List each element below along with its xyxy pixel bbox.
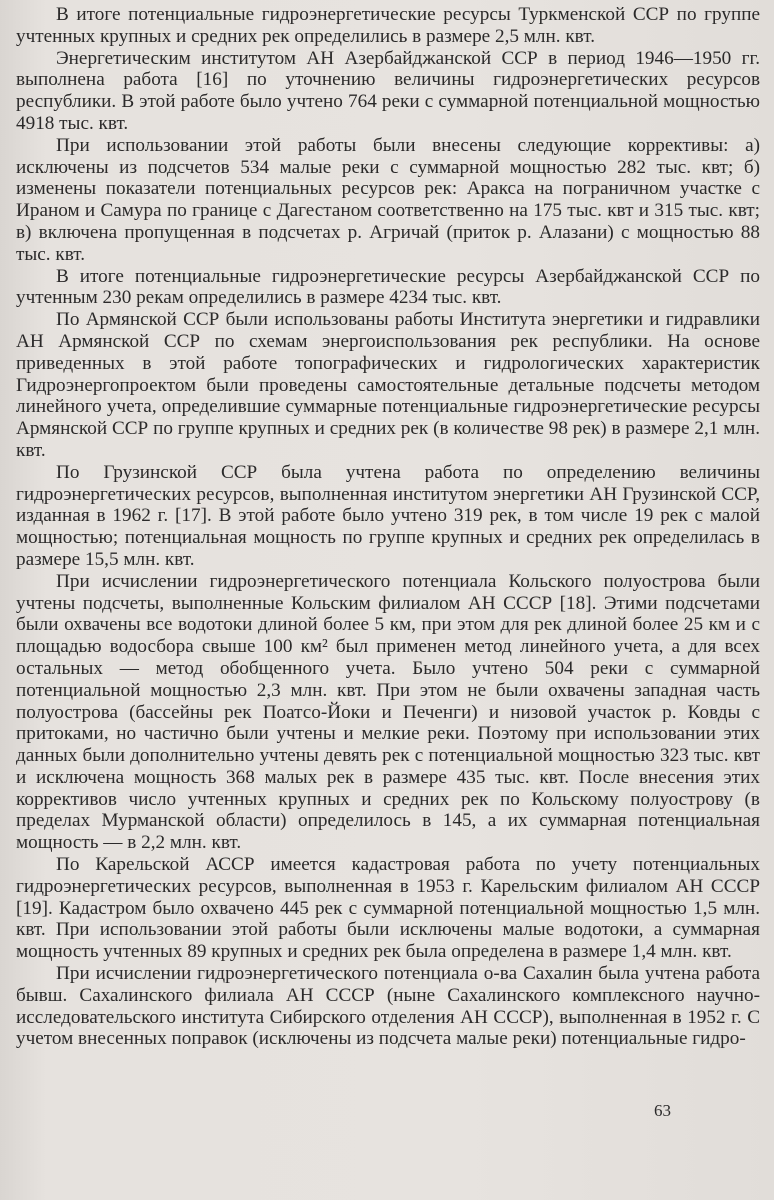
body-text [16,4,760,1050]
paragraph-azerbaijan-total: В итоге потенциальные гидроэнергетические ресурсы Азербайджанской ССР по учтенным 230 рекам определились в размере 4234 тыс. квт. [16,265,760,309]
paragraph-georgia: По Грузинской ССР была учтена работа по определению величины гидроэнергетических ресурсов, выполненная институтом энергетики АН Грузинской ССР, изданная в 1962 г. [17]. В этой работе было учтено 319 рек, в том числе 19 рек с малой мощностью; потенциальная мощность по группе крупных и средних рек определилась в размере 15,5 млн. квт. [16,461,760,570]
paragraph-azerbaijan-institute: Энергетическим институтом АН Азербайджанской ССР в период 1946—1950 гг. выполнена работа [16] по уточнению величины гидроэнергетических ресурсов республики. В этой работе было учтено 764 реки с суммарной потенциальной мощностью 4918 тыс. квт. [16,47,760,134]
paragraph-armenia: По Армянской ССР были использованы работы Института энергетики и гидравлики АН Армянской ССР по схемам энергоиспользования рек республики. На основе приведенных в этой работе топографических и гидрологических характеристик Гидроэнергопроектом были проведены самостоятельные детальные подсчеты методом линейного учета, определившие суммарные потенциальные гидроэнергетические ресурсы Армянской ССР по группе крупных и средних рек (в количестве 98 рек) в размере 2,1 млн. квт. [16,309,760,461]
page-number: 63 [654,1101,671,1120]
paragraph-turkmen-total: В итоге потенциальные гидроэнергетические ресурсы Туркменской ССР по группе учтенных крупных и средних рек определились в размере 2,5 млн. квт. [16,4,760,47]
paragraph-karelia: По Карельской АССР имеется кадастровая работа по учету потенциальных гидроэнергетических ресурсов, выполненная в 1953 г. Карельским филиалом АН СССР [19]. Кадастром было охвачено 445 рек с суммарной потенциальной мощностью 1,5 млн. квт. При использовании этой работы были исключены малые водотоки, а суммарная мощность учтенных 89 крупных и средних рек была определена в размере 1,4 млн. квт. [16,854,760,963]
paragraph-kola-peninsula: При исчислении гидроэнергетического потенциала Кольского полуострова были учтены подсчеты, выполненные Кольским филиалом АН СССР [18]. Этими подсчетами были охвачены все водотоки длиной более 5 км, при этом для рек длиной более 25 км и с площадью водосбора свыше 100 км² был применен метод линейного учета, а для всех остальных — метод обобщенного учета. Было учтено 504 реки с суммарной потенциальной мощностью 2,3 млн. квт. При этом не были охвачены западная часть полуострова (бассейны рек Поатсо-Йоки и Печенги) и низовой участок р. Ковды с притоками, но частично были учтены и мелкие реки. Поэтому при использовании этих данных были дополнительно учтены девять рек с потенциальной мощностью 323 тыс. квт и исключена мощность 368 малых рек в размере 435 тыс. квт. После внесения этих коррективов число учтенных крупных и средних рек по Кольскому полуострову (в пределах Мурманской области) определилось в 145, а их суммарная потенциальная мощность — в 2,2 млн. квт. [16,570,760,854]
paragraph-sakhalin: При исчислении гидроэнергетического потенциала о-ва Сахалин была учтена работа бывш. Сахалинского филиала АН СССР (ныне Сахалинского комплексного научно-исследовательского института Сибирского отделения АН СССР), выполненная в 1952 г. С учетом внесенных поправок (исключены из подсчета малые реки) потенциальные гидро- [16,963,760,1050]
paragraph-azerbaijan-corrections: При использовании этой работы были внесены следующие коррективы: а) исключены из подсчетов 534 малые реки с суммарной мощностью 282 тыс. квт; б) изменены показатели потенциальных ресурсов рек: Аракса на пограничном участке с Ираном и Самура по границе с Дагестаном соответственно на 175 тыс. квт и 315 тыс. квт; в) включена пропущенная в подсчетах р. Агричай (приток р. Алазани) с мощностью 88 тыс. квт. [16,134,760,265]
